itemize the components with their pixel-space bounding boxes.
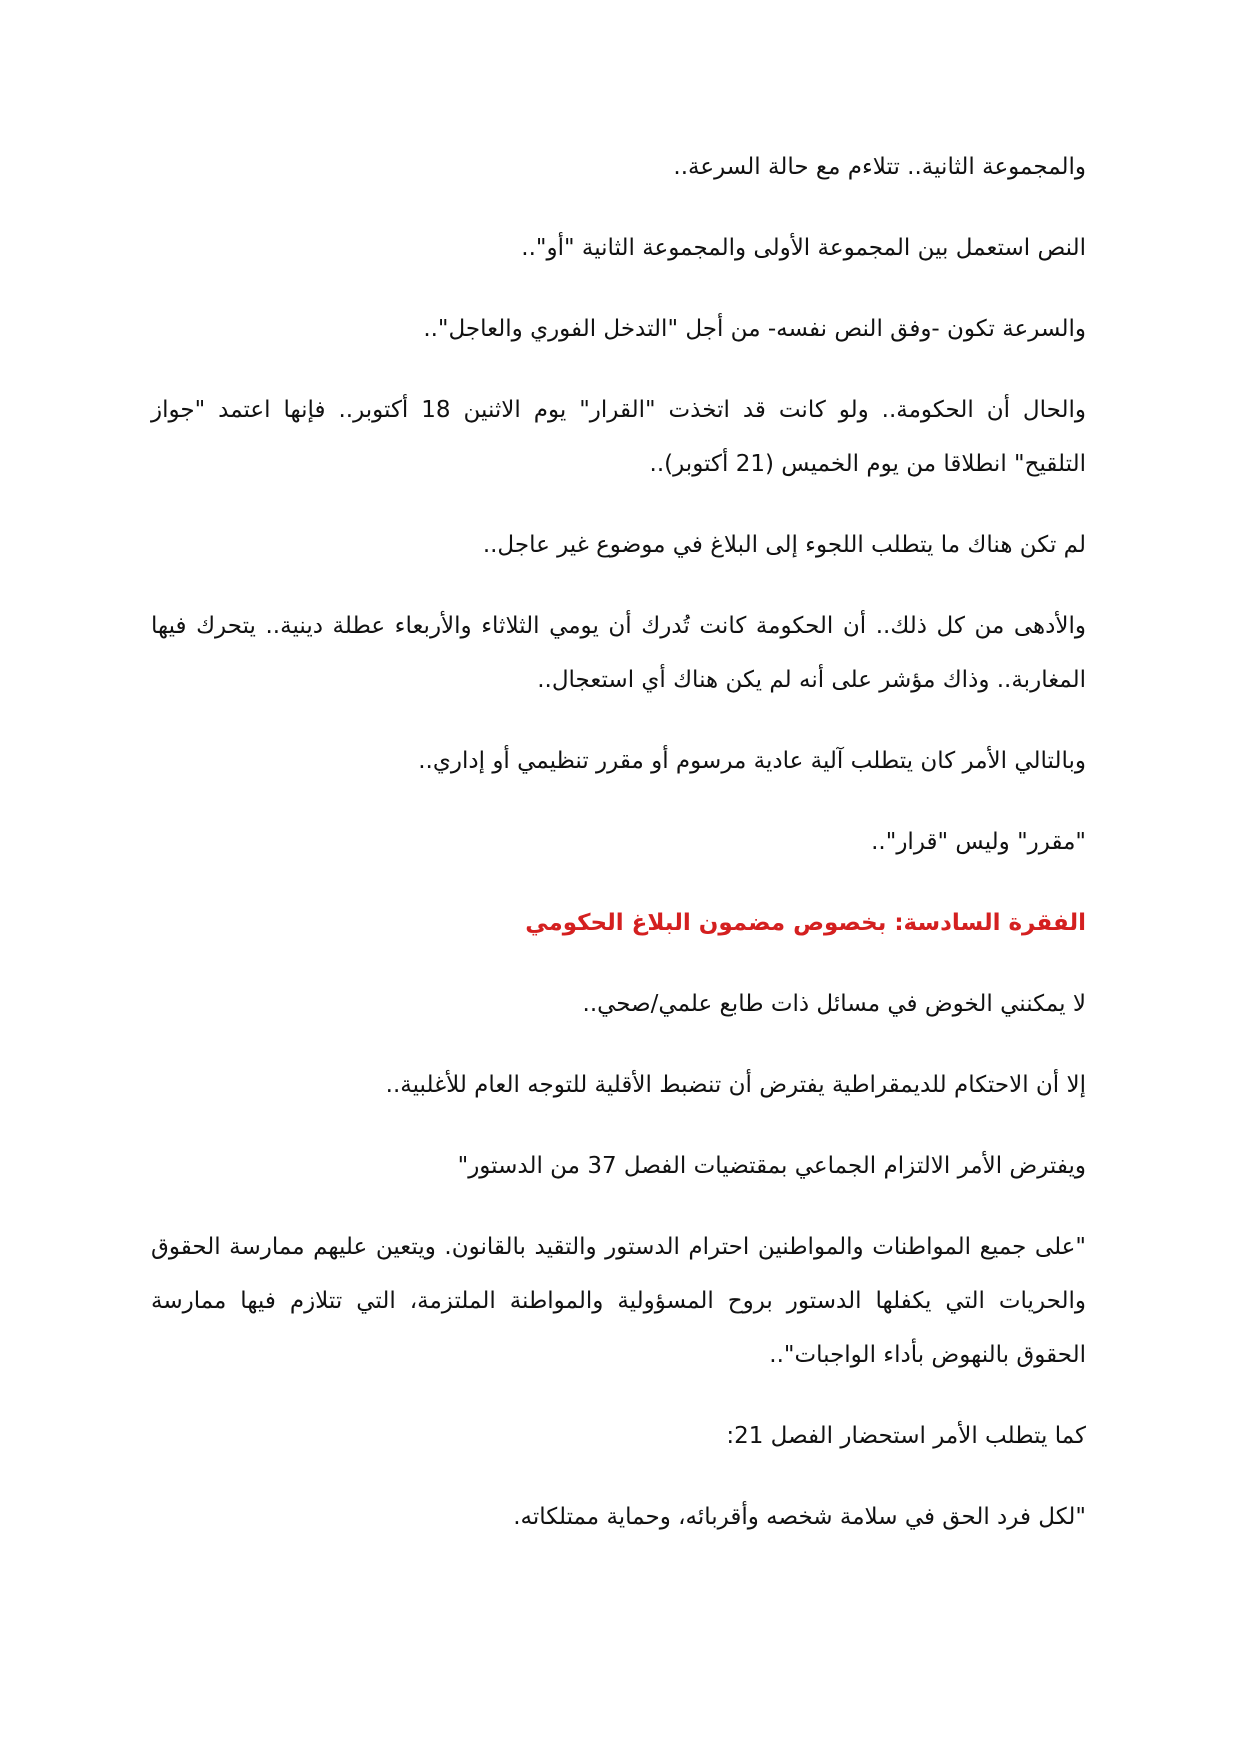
- paragraph-14: كما يتطلب الأمر استحضار الفصل 21:: [726, 1423, 1086, 1449]
- section-heading: الفقرة السادسة: بخصوص مضمون البلاغ الحكومي: [525, 910, 1086, 936]
- paragraph-6: والأدهى من كل ذلك.. أن الحكومة كانت تُدرك أن يومي الثلاثاء والأربعاء عطلة دينية.. يتحرك فيها المغاربة.. وذاك مؤشر على أنه لم يكن هناك أي استعجال..: [151, 613, 1086, 693]
- document-body: [151, 148, 1086, 1579]
- paragraph-2: النص استعمل بين المجموعة الأولى والمجموعة الثانية "أو"..: [521, 235, 1086, 261]
- paragraph-13-quote: "على جميع المواطنات والمواطنين احترام الدستور والتقيد بالقانون. ويتعين عليهم ممارسة الحقوق والحريات التي يكفلها الدستور بروح المسؤولية والمواطنة الملتزمة، التي تتلازم فيها ممارسة الحقوق بالنهوض بأداء الواجبات"..: [151, 1234, 1086, 1368]
- paragraph-11: إلا أن الاحتكام للديمقراطية يفترض أن تنضبط الأقلية للتوجه العام للأغلبية..: [385, 1072, 1086, 1098]
- paragraph-1: والمجموعة الثانية.. تتلاءم مع حالة السرعة..: [673, 154, 1086, 180]
- paragraph-15-quote: "لكل فرد الحق في سلامة شخصه وأقربائه، وحماية ممتلكاته.: [513, 1504, 1086, 1530]
- paragraph-8: "مقرر" وليس "قرار"..: [871, 829, 1086, 855]
- paragraph-7: وبالتالي الأمر كان يتطلب آلية عادية مرسوم أو مقرر تنظيمي أو إداري..: [418, 748, 1086, 774]
- paragraph-4: والحال أن الحكومة.. ولو كانت قد اتخذت "القرار" يوم الاثنين 18 أكتوبر.. فإنها اعتمد "جواز التلقيح" انطلاقا من يوم الخميس (21 أكتوبر)..: [151, 397, 1086, 477]
- paragraph-5: لم تكن هناك ما يتطلب اللجوء إلى البلاغ في موضوع غير عاجل..: [482, 532, 1086, 558]
- paragraph-3: والسرعة تكون -وفق النص نفسه- من أجل "التدخل الفوري والعاجل"..: [423, 316, 1086, 342]
- paragraph-10: لا يمكنني الخوض في مسائل ذات طابع علمي/صحي..: [582, 991, 1086, 1017]
- paragraph-12: ويفترض الأمر الالتزام الجماعي بمقتضيات الفصل 37 من الدستور": [457, 1153, 1086, 1179]
